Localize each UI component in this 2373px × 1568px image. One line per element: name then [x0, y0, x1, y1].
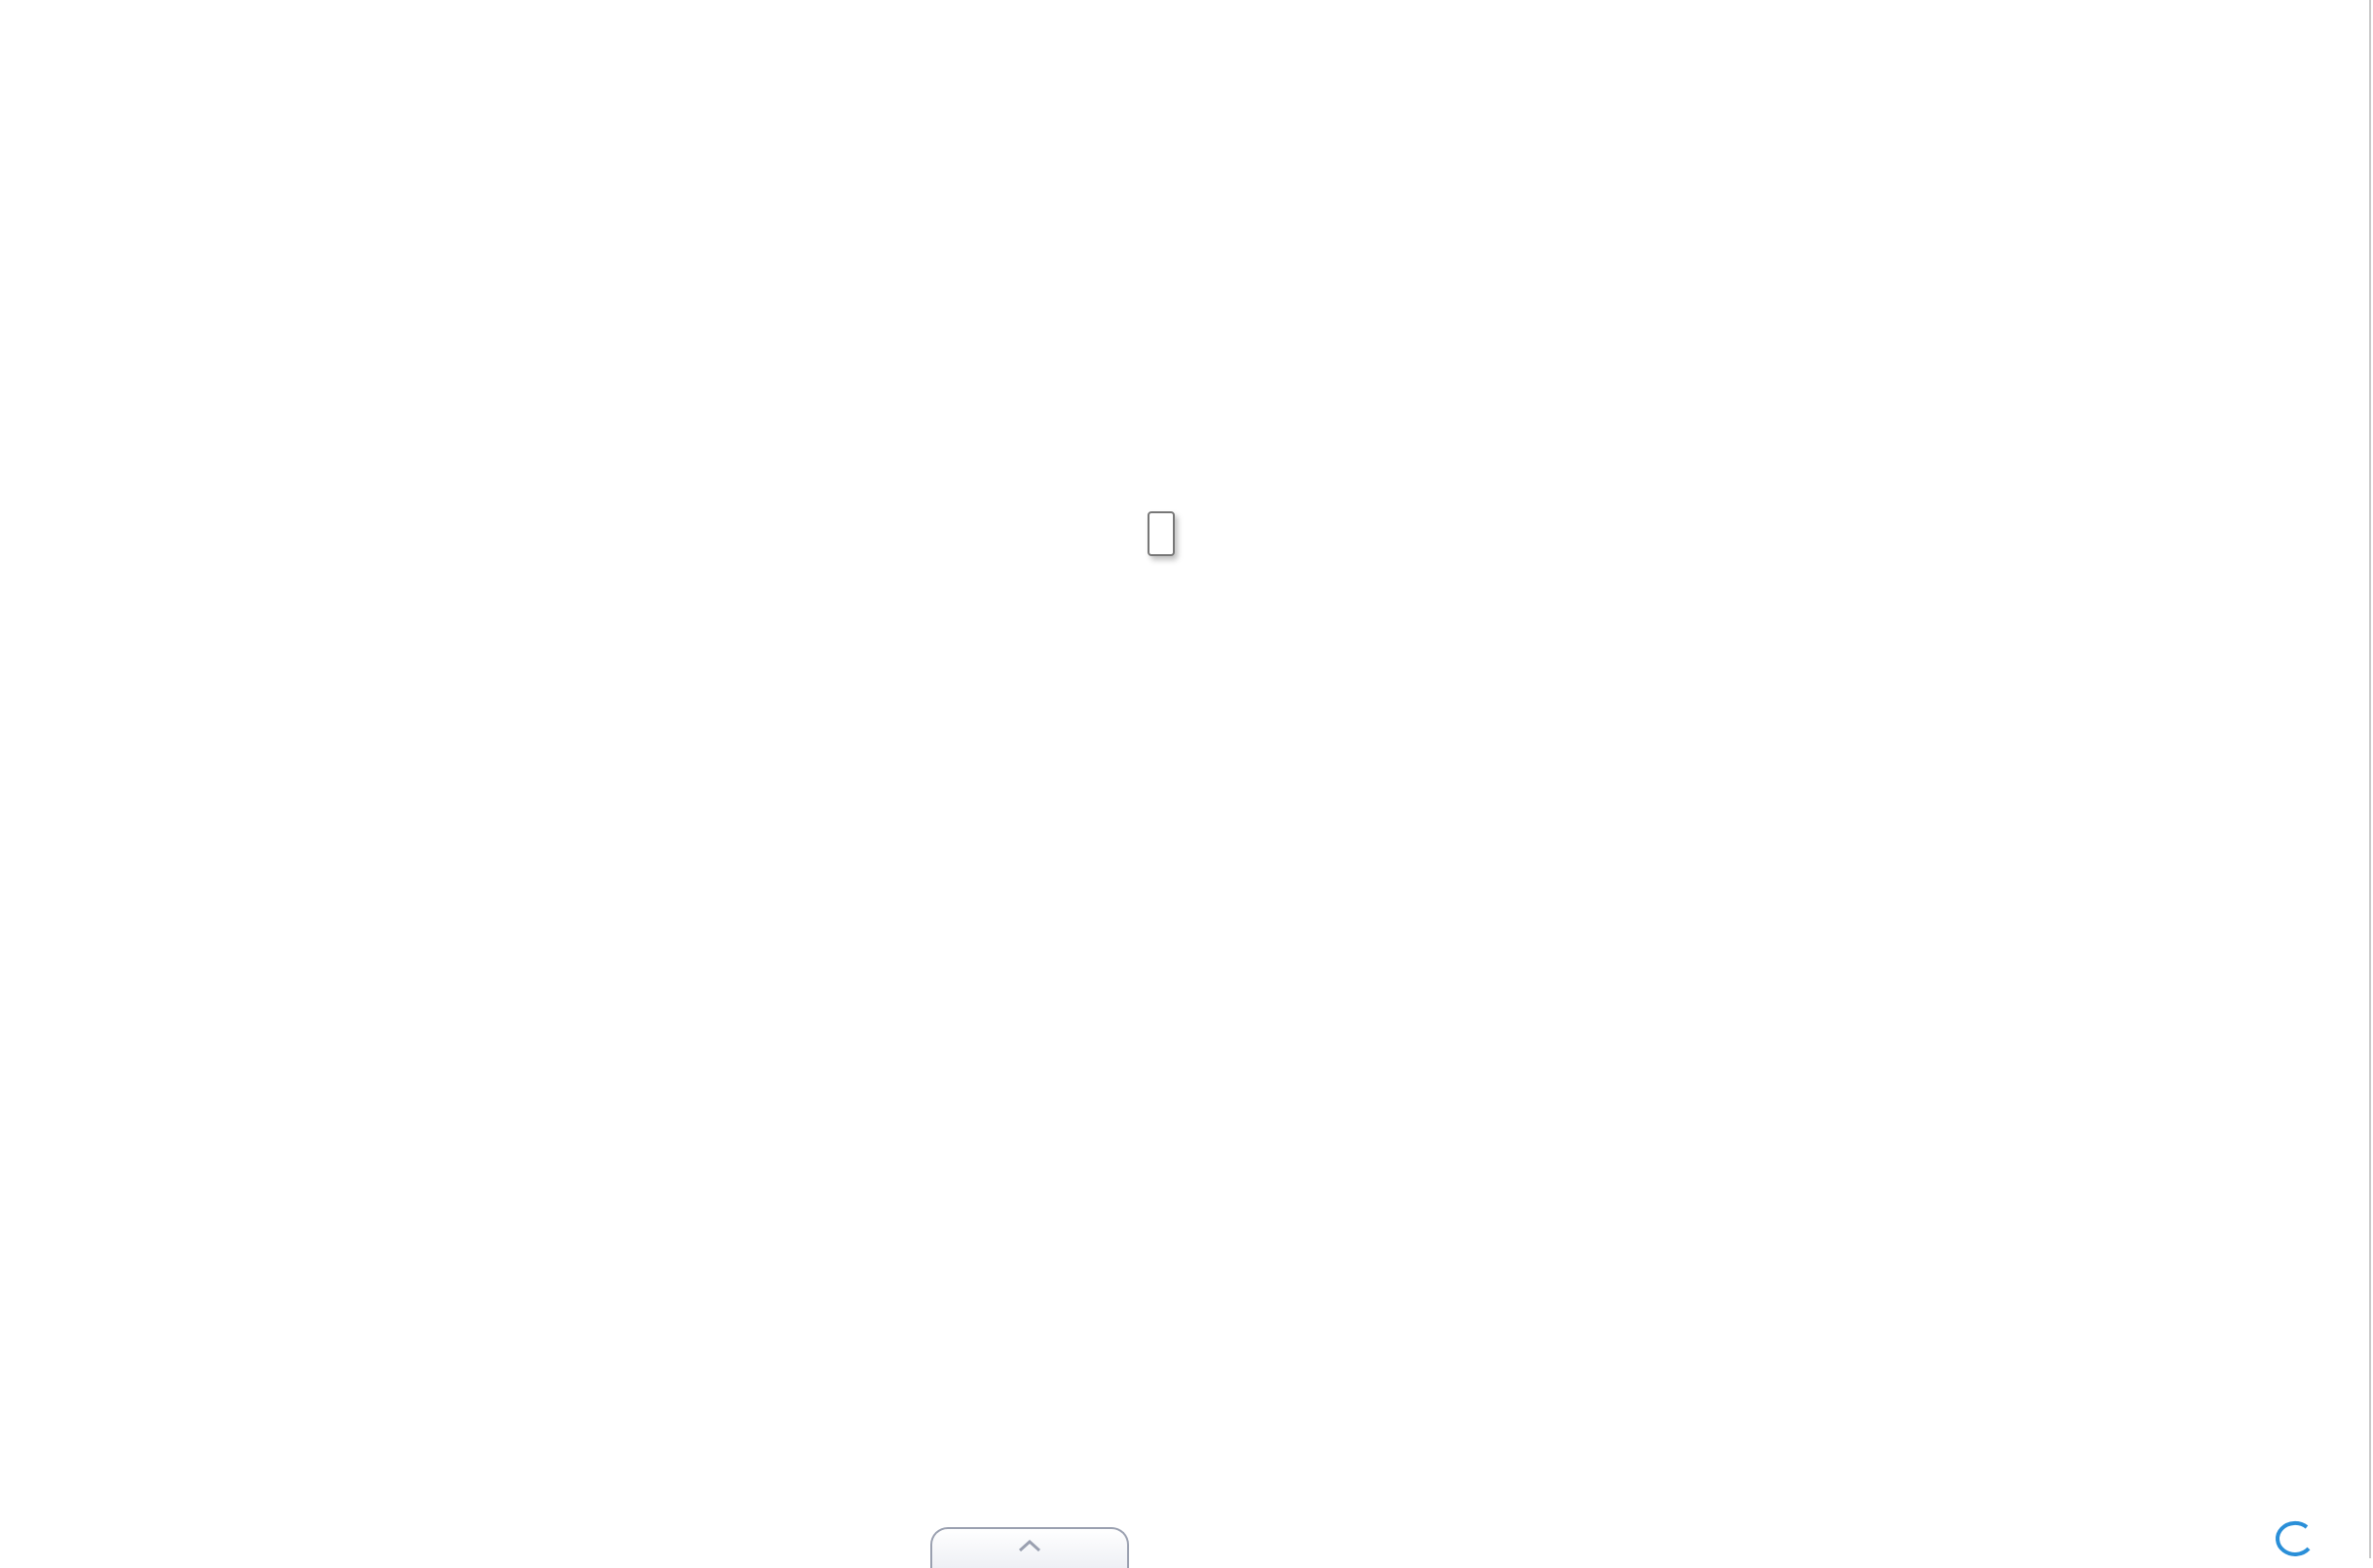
- watermark-logo-icon: [2272, 1519, 2315, 1558]
- collapse-toggle-button[interactable]: [930, 1527, 1129, 1568]
- site-watermark: [2270, 1513, 2371, 1558]
- right-border: [2369, 0, 2371, 1558]
- counter-tooltip: [1148, 511, 1175, 556]
- chevron-up-icon: [1017, 1539, 1042, 1552]
